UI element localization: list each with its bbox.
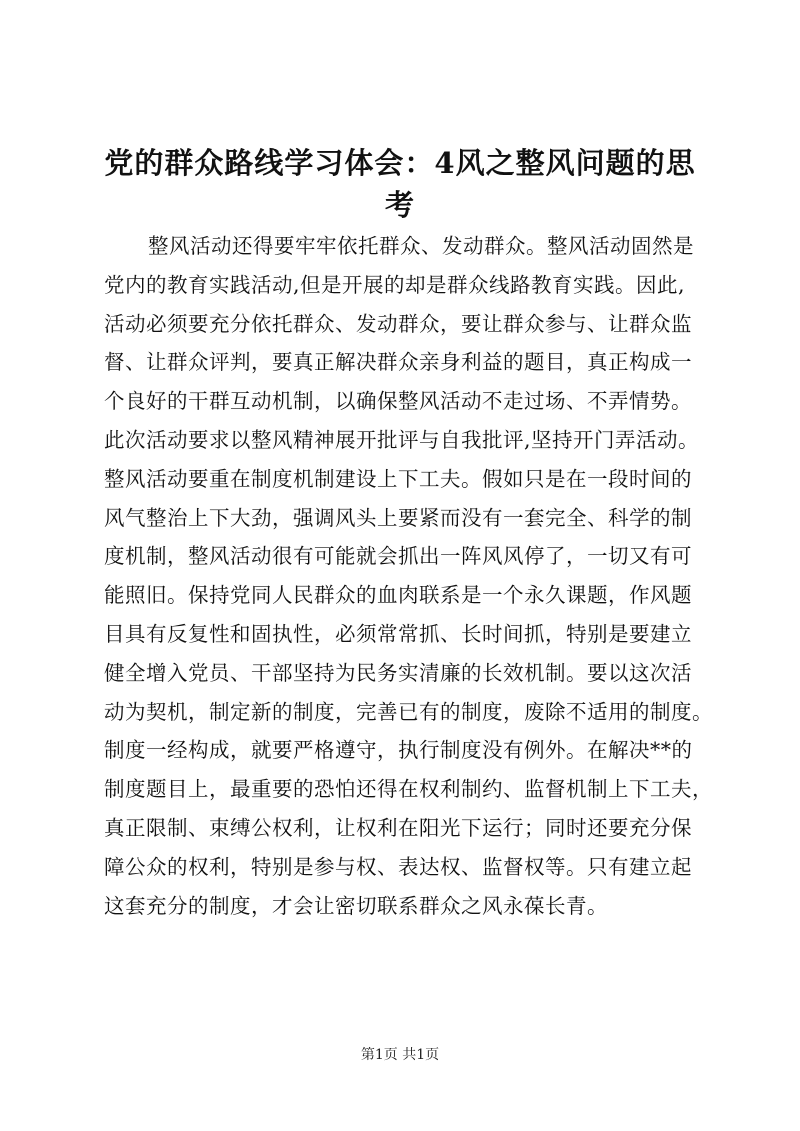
body-line: 障公众的权利，特别是参与权、表达权、监督权等。只有建立起 [104,854,692,879]
body-line: 真正限制、束缚公权利，让权利在阳光下运行；同时还要充分保 [104,815,692,840]
body-line: 督、让群众评判，要真正解决群众亲身利益的题目，真正构成一 [104,350,692,375]
body-line: 整风活动要重在制度机制建设上下工夫。假如只是在一段时间的 [104,466,692,491]
body-line: 活动必须要充分依托群众、发动群众，要让群众参与、让群众监 [104,311,692,336]
document-title [100,142,700,226]
body-line: 制度题目上，最重要的恐怕还得在权利制约、监督机制上下工夫， [104,777,713,802]
body-line: 党内的教育实践活动,但是开展的却是群众线路教育实践。因此, [104,272,686,297]
body-line: 此次活动要求以整风精神展开批评与自我批评,坚持开门弄活动。 [104,427,700,452]
body-line: 能照旧。保持党同人民群众的血肉联系是一个永久课题，作风题 [104,583,692,608]
body-line: 整风活动还得要牢牢依托群众、发动群众。整风活动固然是 [148,234,694,258]
body-line: 目具有反复性和固执性，必须常常抓、长时间抓，特别是要建立 [104,621,692,646]
title-line: 党的群众路线学习体会：4风之整风问题的思 [104,146,696,180]
body-line: 风气整治上下大劲，强调风头上要紧而没有一套完全、科学的制 [104,505,692,530]
title-line: 考 [384,188,415,222]
body-paragraph [104,227,713,925]
page-number-footer: 第1页 共1页 [360,1047,440,1063]
body-line: 动为契机，制定新的制度，完善已有的制度，废除不适用的制度。 [104,699,713,724]
body-line: 度机制，整风活动很有可能就会抓出一阵风风停了，一切又有可 [104,544,692,569]
body-line: 这套充分的制度，才会让密切联系群众之风永葆长青。 [104,893,608,918]
body-line: 个良好的干群互动机制，以确保整风活动不走过场、不弄情势。 [104,389,692,414]
body-line: 健全增入党员、干部坚持为民务实清廉的长效机制。要以这次活 [104,660,692,685]
body-line: 制度一经构成，就要严格遵守，执行制度没有例外。在解决**的 [104,738,693,763]
